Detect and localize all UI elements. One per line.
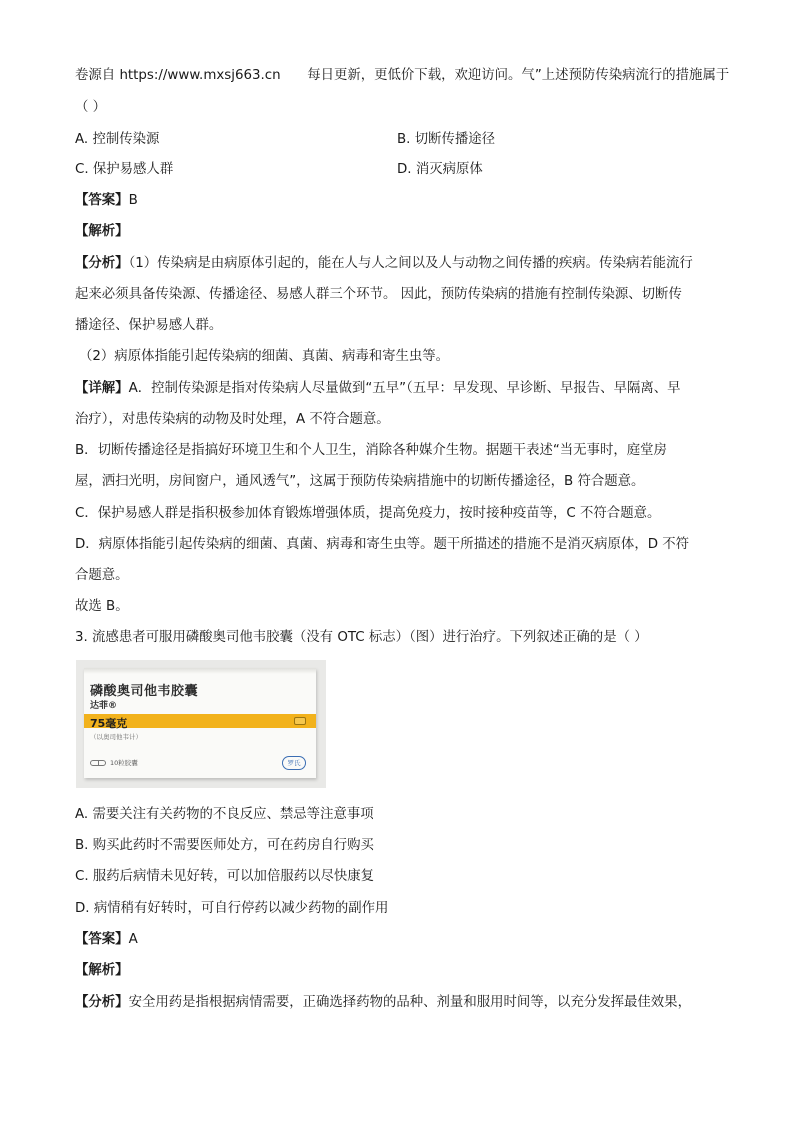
- drug-name-label: 磷酸奥司他韦胶囊: [90, 684, 199, 699]
- answer-tag: 答案: [88, 193, 116, 208]
- fenxi-text: 安全用药是指根据病情需要，正确选择药物的品种、剂量和服用时间等，以充分发挥最佳效果，: [128, 995, 691, 1010]
- question-paren: （ ）: [75, 100, 107, 115]
- q3-option-d: D. 病情稍有好转时，可自行停药以减少药物的副作用: [75, 901, 389, 916]
- q2-fenxi-line-2: 起来必须具备传染源、传播途径、易感人群三个环节。 因此，预防传染病的措施有控制传染源、切断传: [75, 287, 682, 302]
- q2-fenxi-line-4: （2）病原体指能引起传染病的细菌、真菌、病毒和寄生虫等。: [79, 349, 450, 364]
- q2-detail-line-4: 屋，洒扫光明，房间窗户，通风透气”，这属于预防传染病措施中的切断传播途径，B 符合题意。: [75, 474, 645, 489]
- q2-option-b: B. 切断传播途径: [397, 132, 496, 147]
- drug-box: [84, 668, 316, 778]
- q2-option-a: A. 控制传染源: [75, 132, 160, 147]
- drug-sub-label: （以奥司他韦计）: [90, 733, 142, 741]
- q3-option-a: A. 需要关注有关药物的不良反应、禁忌等注意事项: [75, 807, 374, 822]
- answer-value: A: [128, 932, 138, 947]
- source-tail: 每日更新，更低价下载，欢迎访问。气”上述预防传染病流行的措施属于: [307, 68, 730, 83]
- drug-dose-label: 75毫克: [90, 717, 128, 730]
- q2-detail-line-1: 【详解】A．控制传染源是指对传染病人尽量做到“五早”（五早：早发现、早诊断、早报告、早隔离、早: [75, 381, 681, 396]
- analysis-tag: 解析: [88, 963, 116, 978]
- q2-fenxi-line-1: 【分析】（1）传染病是由病原体引起的，能在人与人之间以及人与动物之间传播的疾病。传染病若能流行: [75, 256, 693, 271]
- q3-analysis-heading: 【解析】: [75, 963, 129, 978]
- q3-stem: 3. 流感患者可服用磷酸奥司他韦胶囊（没有 OTC 标志）（图）进行治疗。下列叙述正确的是（ ）: [75, 630, 648, 645]
- q2-option-d: D. 消灭病原体: [397, 162, 483, 177]
- fenxi-text: （1）传染病是由病原体引起的，能在人与人之间以及人与动物之间传播的疾病。传染病若能流行: [128, 256, 693, 271]
- q2-detail-line-7: 合题意。: [75, 568, 129, 583]
- q2-fenxi-line-3: 播途径、保护易感人群。: [75, 318, 223, 333]
- q3-option-b: B. 购买此药时不需要医师处方，可在药房自行购买: [75, 838, 374, 853]
- detail-text: A．控制传染源是指对传染病人尽量做到“五早”（五早：早发现、早诊断、早报告、早隔离、早: [128, 381, 681, 396]
- source-line: [75, 66, 729, 86]
- answer-tag: 答案: [88, 932, 116, 947]
- capsule-icon: [90, 760, 106, 766]
- source-url[interactable]: https://www.mxsj663.cn: [119, 68, 281, 83]
- q2-detail-line-6: D．病原体指能引起传染病的细菌、真菌、病毒和寄生虫等。题干所描述的措施不是消灭病原体，D 不符: [75, 537, 690, 552]
- q3-fenxi-line-1: 【分析】安全用药是指根据病情需要，正确选择药物的品种、剂量和服用时间等，以充分发挥最佳效果，: [75, 995, 691, 1010]
- q2-detail-line-2: 治疗），对患传染病的动物及时处理，A 不符合题意。: [75, 412, 390, 427]
- q3-option-c: C. 服药后病情未见好转，可以加倍服药以尽快康复: [75, 869, 375, 884]
- q3-answer: 【答案】A: [75, 932, 138, 947]
- drug-brand-label: 达菲®: [90, 701, 118, 711]
- capsule-count-label: 10粒胶囊: [110, 759, 138, 767]
- fenxi-tag: 分析: [88, 256, 116, 271]
- fenxi-tag: 分析: [88, 995, 116, 1010]
- xiangjie-tag: 详解: [88, 381, 116, 396]
- q2-answer: 【答案】B: [75, 193, 138, 208]
- maker-logo: 罗氏: [282, 756, 306, 770]
- q2-detail-line-3: B．切断传播途径是指搞好环境卫生和个人卫生，消除各种媒介生物。据题干表述“当无事时，庭堂房: [75, 443, 667, 458]
- band-tag-icon: [294, 717, 306, 725]
- q2-analysis-heading: 【解析】: [75, 224, 129, 239]
- q2-detail-line-8: 故选 B。: [75, 599, 129, 614]
- analysis-tag: 解析: [88, 224, 116, 239]
- q2-option-c: C. 保护易感人群: [75, 162, 174, 177]
- source-prefix: 卷源自: [75, 68, 116, 83]
- q2-detail-line-5: C．保护易感人群是指积极参加体育锻炼增强体质，提高免疫力，按时接种疫苗等，C 不符合题意。: [75, 506, 661, 521]
- drug-box-image: [76, 660, 326, 788]
- answer-value: B: [128, 193, 138, 208]
